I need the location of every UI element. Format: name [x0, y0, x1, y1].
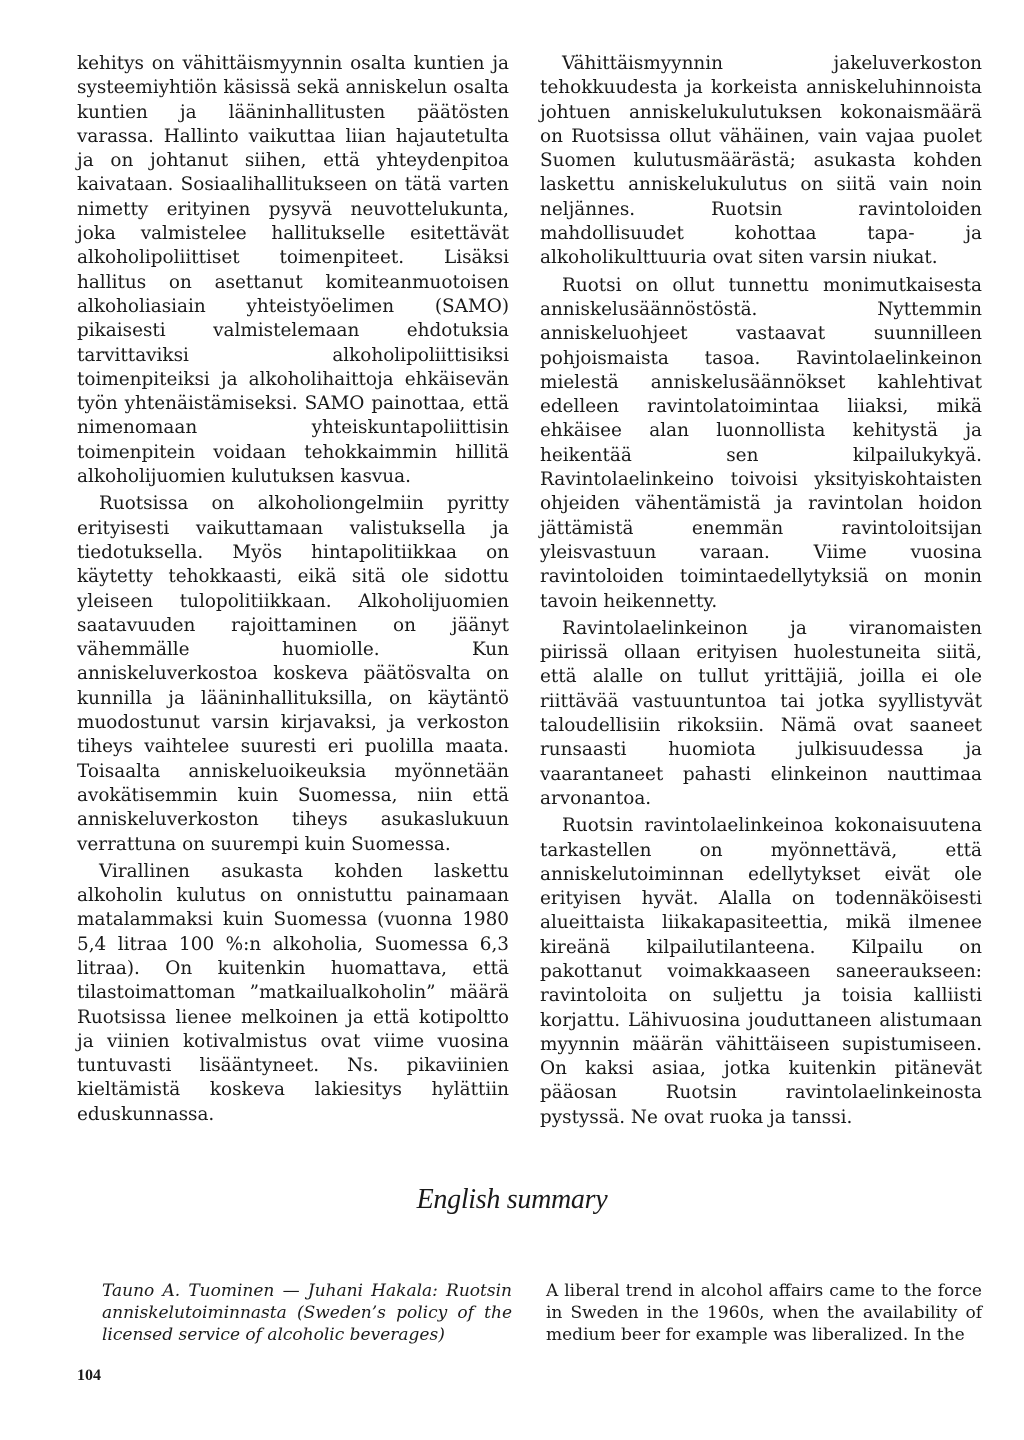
left-paragraph-2: Ruotsissa on alkoholiongelmiin pyritty erityisesti vaikuttamaan valistuksella ja tiedotuksella. Myös hintapolitiikkaa on käytetty tehokkaasti, eikä sitä ole sidottu yleiseen tulopolitiikkaan. Alkoholijuomien saatavuuden rajoittaminen on jäänyt vähemmälle huomiolle. Kun anniskeluverkostoa koskeva päätösvalta on kunnilla ja lääninhallituksilla, on käytäntö muodostunut varsin kirjavaksi, ja verkoston tiheys vaihtelee suuresti eri puolilla maata. Toisaalta anniskeluoikeuksia myönnetään avokätisemmin kuin Suomessa, niin että anniskeluverkoston tiheys asukaslukuun verrattuna on suurempi kuin Suomessa. [77, 493, 509, 855]
right-paragraph-4: Ruotsin ravintolaelinkeinoa kokonaisuutena tarkastellen on myönnettävä, että anniskelutoiminnan edellytykset eivät ole erityisen hyvät. Alalla on todennäköisesti alueittaista liikakapasiteettia, mikä ilmenee kireänä kilpailutilanteena. Kilpailu on pakottanut voimakkaaseen saneeraukseen: ravintoloita on suljettu ja toisia kalliisti korjattu. Lähivuosina jouduttaneen alistumaan myynnin määrän vähittäiseen supistumiseen. On kaksi asiaa, jotka kuitenkin pitänevät pääosan Ruotsin ravintolaelinkeinosta pystyssä. Ne ovat ruoka ja tanssi. [540, 815, 982, 1128]
left-text-column [77, 52, 509, 1127]
summary-text: A liberal trend in alcohol affairs came to the force in Sweden in the 1960s, when the availability of medium beer for example was liberalized. In the [546, 1281, 982, 1345]
left-paragraph-1: kehitys on vähittäismyynnin osalta kuntien ja systeemiyhtiön käsissä sekä anniskelun osalta kuntien ja lääninhallitusten päätösten varassa. Hallinto vaikuttaa liian hajautetulta ja on johtanut siihen, että yhteydenpitoa kaivataan. Sosiaalihallitukseen on tätä varten nimetty erityinen pysyvä neuvottelukunta, joka valmistelee hallitukselle esitettävät alkoholipoliittiset toimenpiteet. Lisäksi hallitus on asettanut komiteanmuotoisen alkoholiasiain yhteistyöelimen (SAMO) pikaisesti valmistelemaan ehdotuksia tarvittaviksi alkoholipoliittisiksi toimenpiteiksi ja alkoholihaittoja ehkäisevän työn yhtenäistämiseksi. SAMO painottaa, että nimenomaan yhteiskuntapoliittisin toimenpitein voidaan tehokkaimmin hillitä alkoholijuomien kulutuksen kasvua. [77, 53, 509, 488]
page-number: 104 [77, 1367, 101, 1384]
summary-citation: Tauno A. Tuominen — Juhani Hakala: Ruotsin anniskelutoiminnasta (Sweden’s policy of the licensed service of alcoholic beverages) [102, 1281, 512, 1345]
left-paragraph-3: Virallinen asukasta kohden laskettu alkoholin kulutus on onnistuttu painamaan matalammaksi kuin Suomessa (vuonna 1980 5,4 litraa 100 %:n alkoholia, Suomessa 6,3 litraa). On kuitenkin huomattava, että tilastoimattoman ”matkailualkoholin” määrä Ruotsissa lienee melkoinen ja että kotipoltto ja viinien kotivalmistus ovat viime vuosina tuntuvasti lisääntyneet. Ns. pikaviinien kieltämistä koskeva lakiesitys hylättiin eduskunnassa. [77, 860, 509, 1125]
summary-heading: English summary [416, 1184, 608, 1215]
right-text-column [540, 52, 982, 1130]
right-paragraph-1: Vähittäismyynnin jakeluverkoston tehokkuudesta ja korkeista anniskeluhinnoista johtuen anniskelukulutuksen kokonaismäärä on Ruotsissa ollut vähäinen, vain vajaa puolet Suomen kulutusmäärästä; asukasta kohden laskettu anniskelukulutus on siitä vain noin neljännes. Ruotsin ravintoloiden mahdollisuudet kohottaa tapa- ja alkoholikulttuuria ovat siten varsin niukat. [540, 53, 982, 269]
right-paragraph-2: Ruotsi on ollut tunnettu monimutkaisesta anniskelusäännöstöstä. Nyttemmin anniskeluohjeet vastaavat suunnilleen pohjoismaista tasoa. Ravintolaelinkeinon mielestä anniskelusäännökset kahlehtivat edelleen ravintolatoimintaa liiaksi, mikä ehkäisee alan luonnollista kehitystä ja heikentää sen kilpailukykyä. Ravintolaelinkeino toivoisi yksityiskohtaisten ohjeiden vähentämistä ja ravintolan hoidon jättämistä enemmän ravintoloitsijan yleisvastuun varaan. Viime vuosina ravintoloiden toimintaedellytyksiä on monin tavoin heikennetty. [540, 274, 982, 612]
right-paragraph-3: Ravintolaelinkeinon ja viranomaisten piirissä ollaan erityisen huolestuneita siitä, että alalle on tullut yrittäjiä, joilla ei ole riittävää vastuuntuntoa tai jotka syyllistyvät taloudellisiin rikoksiin. Nämä ovat saaneet runsaasti huomiota julkisuudessa ja vaarantaneet pahasti elinkeinon nauttimaa arvonantoa. [540, 617, 982, 809]
